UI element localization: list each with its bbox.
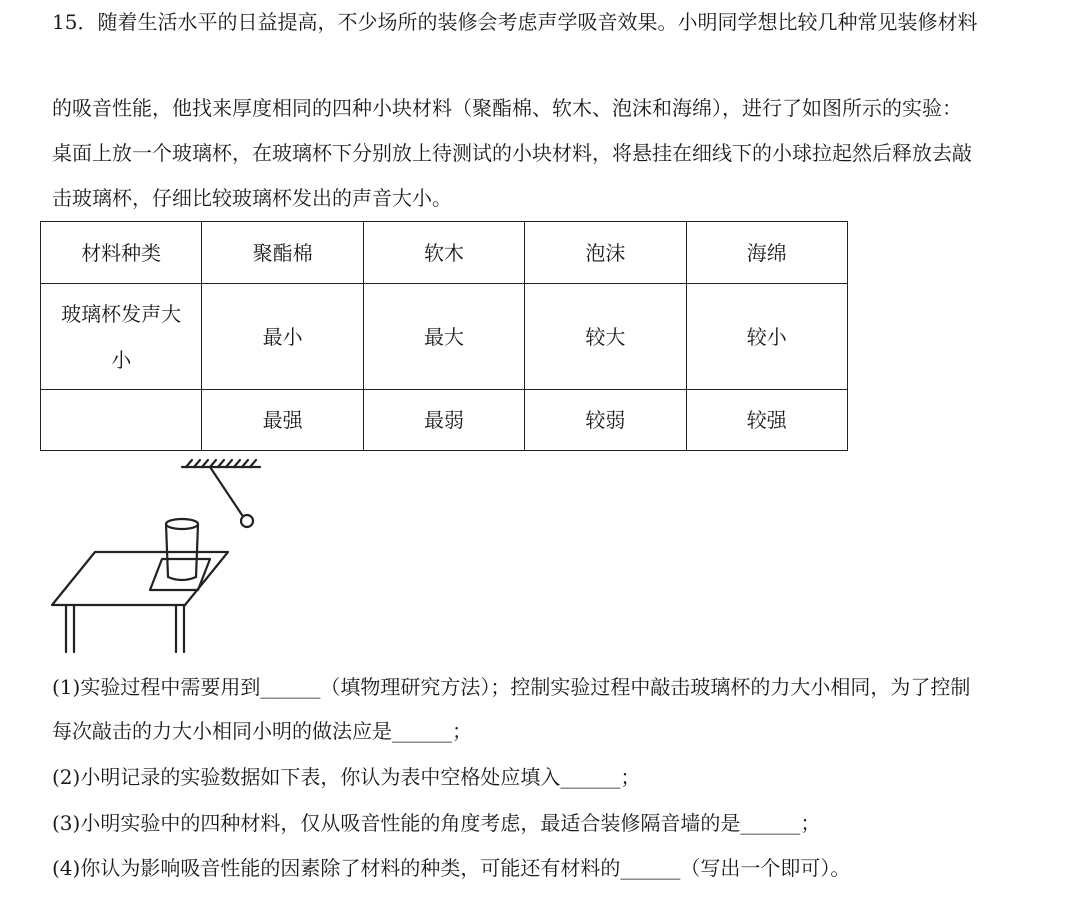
ball (241, 515, 253, 527)
table-cell: 较弱 (525, 390, 686, 451)
table-cell: 最大 (363, 284, 524, 390)
intro-line-4: 击玻璃杯，仔细比较玻璃杯发出的声音大小。 (52, 186, 452, 210)
table-cell: 较大 (525, 284, 686, 390)
results-table (40, 221, 848, 451)
table-row (41, 284, 848, 390)
subquestion-2: (2)小明记录的实验数据如下表，你认为表中空格处应填入______； (52, 765, 641, 789)
table-cell (41, 284, 202, 390)
table-cell: 泡沫 (525, 222, 686, 284)
glass-cup (166, 519, 198, 580)
table-cell: 海绵 (686, 222, 847, 284)
intro-line-2: 的吸音性能，他找来厚度相同的四种小块材料（聚酯棉、软木、泡沫和海绵），进行了如图所示的实验： (52, 96, 962, 120)
subquestion-1-line-1: (1)实验过程中需要用到______（填物理研究方法）；控制实验过程中敲击玻璃杯的力大小相同，为了控制 (52, 675, 971, 699)
table-legs (66, 605, 184, 652)
string-line (210, 467, 242, 515)
table-cell: 最弱 (363, 390, 524, 451)
ceiling-support (182, 460, 260, 467)
table-cell: 最强 (202, 390, 363, 451)
subquestion-3: (3)小明实验中的四种材料，仅从吸音性能的角度考虑，最适合装修隔音墙的是______； (52, 811, 821, 835)
blank-cell (41, 390, 202, 451)
intro-line-3: 桌面上放一个玻璃杯，在玻璃杯下分别放上待测试的小块材料，将悬挂在细线下的小球拉起然后释放去敲 (52, 141, 972, 165)
table-cell: 聚酯棉 (202, 222, 363, 284)
table-cell: 较强 (686, 390, 847, 451)
table-cell: 材料种类 (41, 222, 202, 284)
table-cell: 最小 (202, 284, 363, 390)
subquestion-1-line-2: 每次敲击的力大小相同小明的做法应是______； (52, 719, 472, 743)
table-row (41, 390, 848, 451)
experiment-figure (40, 455, 280, 660)
intro-line-1: 15．随着生活水平的日益提高，不少场所的装修会考虑声学吸音效果。小明同学想比较几种常见装修材料 (52, 10, 978, 34)
table-row (41, 222, 848, 284)
row-label: 玻璃杯发声大小 (61, 301, 182, 372)
subquestion-4: (4)你认为影响吸音性能的因素除了材料的种类，可能还有材料的______（写出一个即可）。 (52, 856, 851, 880)
table-cell: 较小 (686, 284, 847, 390)
table-cell: 软木 (363, 222, 524, 284)
